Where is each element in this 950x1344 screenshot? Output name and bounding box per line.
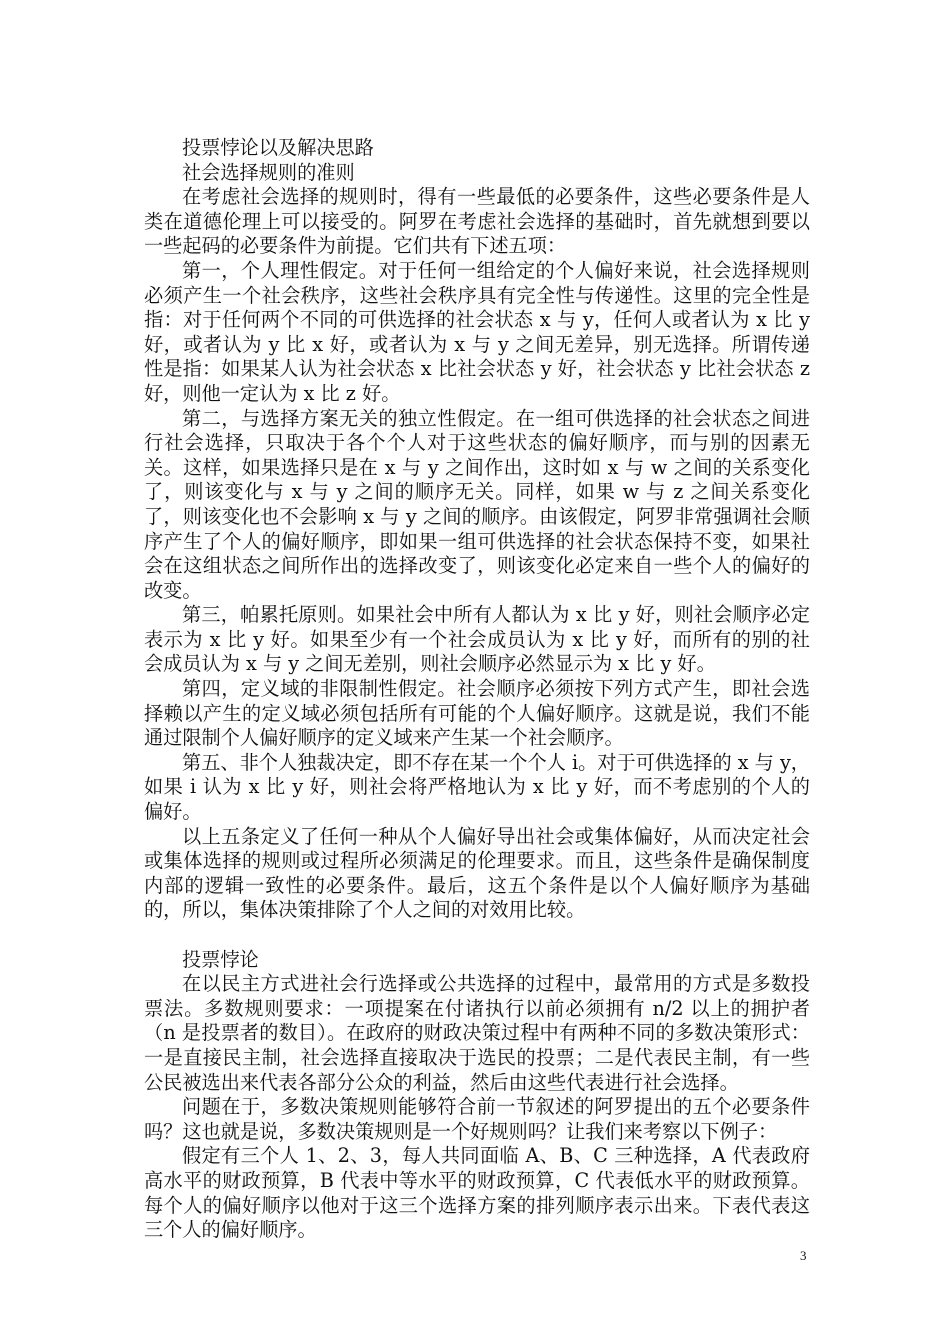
paragraph-gap [144,923,810,948]
paragraph-example: 假定有三个人 1、2、3，每人共同面临 A、B、C 三种选择，A 代表政府高水平的财政预算，B 代表中等水平的财政预算，C 代表低水平的财政预算。每个人的偏好顺序以他对于这三个选择方案的排列顺序表示出来。下表代表这三个人的偏好顺序。 [144,1144,810,1242]
paragraph-majority-voting: 在以民主方式进社会行选择或公共选择的过程中，最常用的方式是多数投票法。多数规则要求：一项提案在付诸执行以前必须拥有 n/2 以上的拥护者（n 是投票者的数目）。在政府的财政决策过程中有两种不同的多数决策形式：一是直接民主制，社会选择直接取决于选民的投票；二是代表民主制，有一些公民被选出来代表各部分公众的利益，然后由这些代表进行社会选择。 [144,972,810,1094]
paragraph-condition-1: 第一，个人理性假定。对于任何一组给定的个人偏好来说，社会选择规则必须产生一个社会秩序，这些社会秩序具有完全性与传递性。这里的完全性是指：对于任何两个不同的可供选择的社会状态 x 与 y，任何人或者认为 x 比 y 好，或者认为 y 比 x 好，或者认为 x 与 y 之间无差异，别无选择。所谓传递性是指：如果某人认为社会状态 x 比社会状态 y 好，社会状态 y 比社会状态 z 好，则他一定认为 x 比 z 好。 [144,258,810,405]
section-heading-voting-paradox: 投票悖论 [182,947,259,971]
paragraph-condition-4: 第四，定义域的非限制性假定。社会顺序必须按下列方式产生，即社会选择赖以产生的定义域必须包括所有可能的个人偏好顺序。这就是说，我们不能通过限制个人偏好顺序的定义域来产生某一个社会顺序。 [144,677,810,750]
paragraph-condition-5: 第五、非个人独裁决定，即不存在某一个个人 i。对于可供选择的 x 与 y，如果 i 认为 x 比 y 好，则社会将严格地认为 x 比 y 好，而不考虑别的个人的偏好。 [144,750,810,824]
document-body [144,136,810,1243]
paragraph-intro: 在考虑社会选择的规则时，得有一些最低的必要条件，这些必要条件是人类在道德伦理上可以接受的。阿罗在考虑社会选择的基础时，首先就想到要以一些起码的必要条件为前提。它们共有下述五项： [144,185,810,258]
page-number: 3 [800,1248,807,1263]
document-title: 投票悖论以及解决思路 [182,136,374,159]
paragraph-condition-3: 第三，帕累托原则。如果社会中所有人都认为 x 比 y 好，则社会顺序必定表示为 x 比 y 好。如果至少有一个社会成员认为 x 比 y 好，而所有的别的社会成员认为 x 与 y 之间无差别，则社会顺序必然显示为 x 比 y 好。 [144,603,810,676]
paragraph-condition-2: 第二，与选择方案无关的独立性假定。在一组可供选择的社会状态之间进行社会选择，只取决于各个个人对于这些状态的偏好顺序，而与别的因素无关。这样，如果选择只是在 x 与 y 之间作出，这时如 x 与 w 之间的关系变化了，则该变化与 x 与 y 之间的顺序无关。同样，如果 w 与 z 之间关系变化了，则该变化也不会影响 x 与 y 之间的顺序。由该假定，阿罗非常强调社会顺序产生了个人的偏好顺序，即如果一组可供选择的社会状态保持不变，如果社会在这组状态之间所作出的选择改变了，则该变化必定来自一些个人的偏好的改变。 [144,406,810,602]
section-heading-criteria: 社会选择规则的准则 [182,160,355,184]
paragraph-question: 问题在于，多数决策规则能够符合前一节叙述的阿罗提出的五个必要条件吗？这也就是说，多数决策规则是一个好规则吗？让我们来考察以下例子： [144,1095,810,1143]
paragraph-summary: 以上五条定义了任何一种从个人偏好导出社会或集体偏好，从而决定社会或集体选择的规则或过程所必须满足的伦理要求。而且，这些条件是确保制度内部的逻辑一致性的必要条件。最后，这五个条件是以个人偏好顺序为基础的，所以，集体决策排除了个人之间的对效用比较。 [144,824,810,922]
